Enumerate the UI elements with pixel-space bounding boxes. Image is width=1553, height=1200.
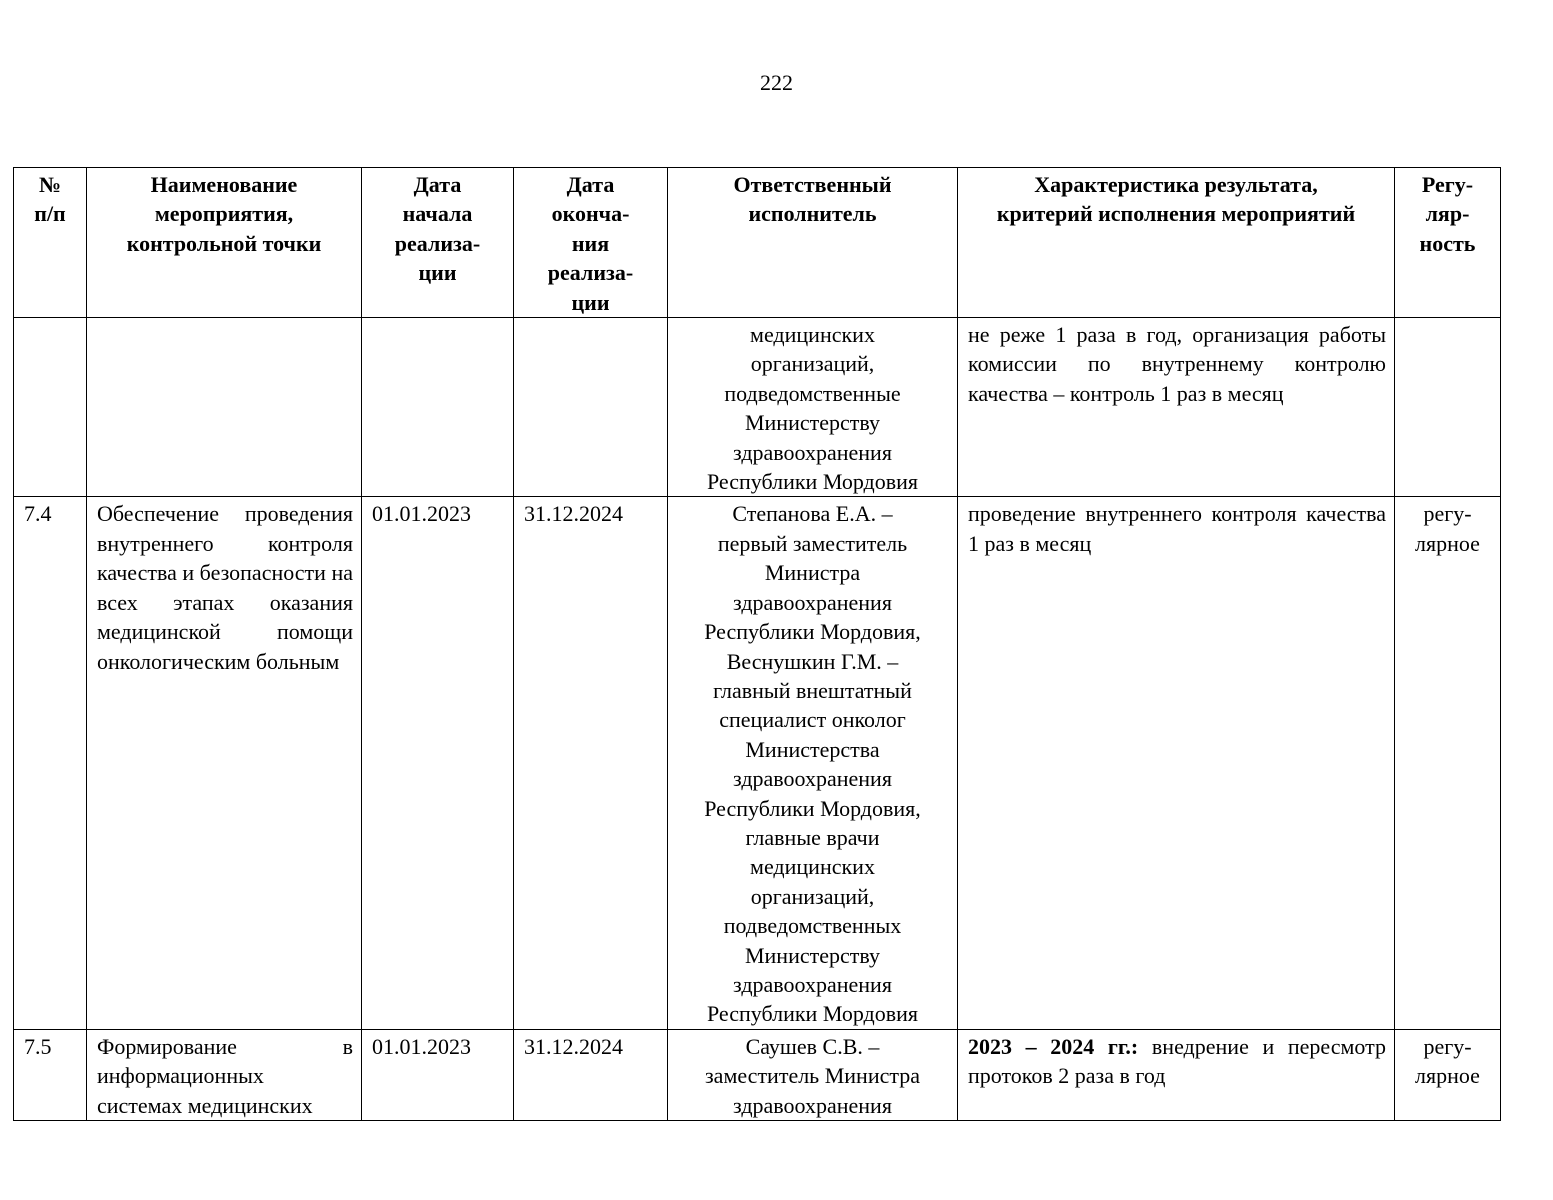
cell-result xyxy=(958,1029,1395,1120)
cell-regularity: регу- лярное xyxy=(1395,497,1501,1029)
cell-start-date: 01.01.2023 xyxy=(362,1029,514,1120)
header-end-date: Дата оконча- ния реализа- ции xyxy=(514,168,668,318)
cell-responsible: Степанова Е.А. – первый заместитель Министра здравоохранения Республики Мордовия, Веснушкин Г.М. – главный внештатный специалист онколог Министерства здравоохранения Республики Мордовия, главные врачи медицинских организаций, подведомственных Министерству здравоохранения Республики Мордовия xyxy=(668,497,958,1029)
result-period: 2023 – 2024 гг.: xyxy=(968,1033,1139,1059)
table-row xyxy=(14,1029,1501,1120)
cell-number xyxy=(14,318,87,497)
cell-responsible: медицинских организаций, подведомственные Министерству здравоохранения Республики Мордовия xyxy=(668,318,958,497)
header-regularity: Регу- ляр- ность xyxy=(1395,168,1501,318)
cell-name xyxy=(87,318,362,497)
table-row xyxy=(14,318,1501,497)
measures-table xyxy=(13,167,1501,1121)
cell-regularity xyxy=(1395,318,1501,497)
cell-end-date: 31.12.2024 xyxy=(514,1029,668,1120)
cell-name: Формирование в информационных системах медицинских xyxy=(87,1029,362,1120)
header-number: № п/п xyxy=(14,168,87,318)
cell-end-date xyxy=(514,318,668,497)
cell-start-date xyxy=(362,318,514,497)
cell-responsible: Саушев С.В. – заместитель Министра здравоохранения xyxy=(668,1029,958,1120)
cell-result: не реже 1 раза в год, организация работы комиссии по внутреннему контролю качества – контроль 1 раз в месяц xyxy=(958,318,1395,497)
cell-end-date: 31.12.2024 xyxy=(514,497,668,1029)
header-start-date: Дата начала реализа- ции xyxy=(362,168,514,318)
page-number: 222 xyxy=(760,70,793,95)
cell-regularity: регу- лярное xyxy=(1395,1029,1501,1120)
header-responsible: Ответственный исполнитель xyxy=(668,168,958,318)
cell-number: 7.5 xyxy=(14,1029,87,1120)
cell-number: 7.4 xyxy=(14,497,87,1029)
result-text: внедрение и пересмотр протоков 2 раза в год xyxy=(968,1033,1387,1089)
cell-result: проведение внутреннего контроля качества 1 раз в месяц xyxy=(958,497,1395,1029)
header-name: Наименование мероприятия, контрольной точки xyxy=(87,168,362,318)
cell-start-date: 01.01.2023 xyxy=(362,497,514,1029)
table-header-row xyxy=(14,168,1501,318)
header-result: Характеристика результата, критерий исполнения мероприятий xyxy=(958,168,1395,318)
cell-name: Обеспечение проведения внутреннего контроля качества и безопасности на всех этапах оказания медицинской помощи онкологическим больным xyxy=(87,497,362,1029)
table-row xyxy=(14,497,1501,1029)
